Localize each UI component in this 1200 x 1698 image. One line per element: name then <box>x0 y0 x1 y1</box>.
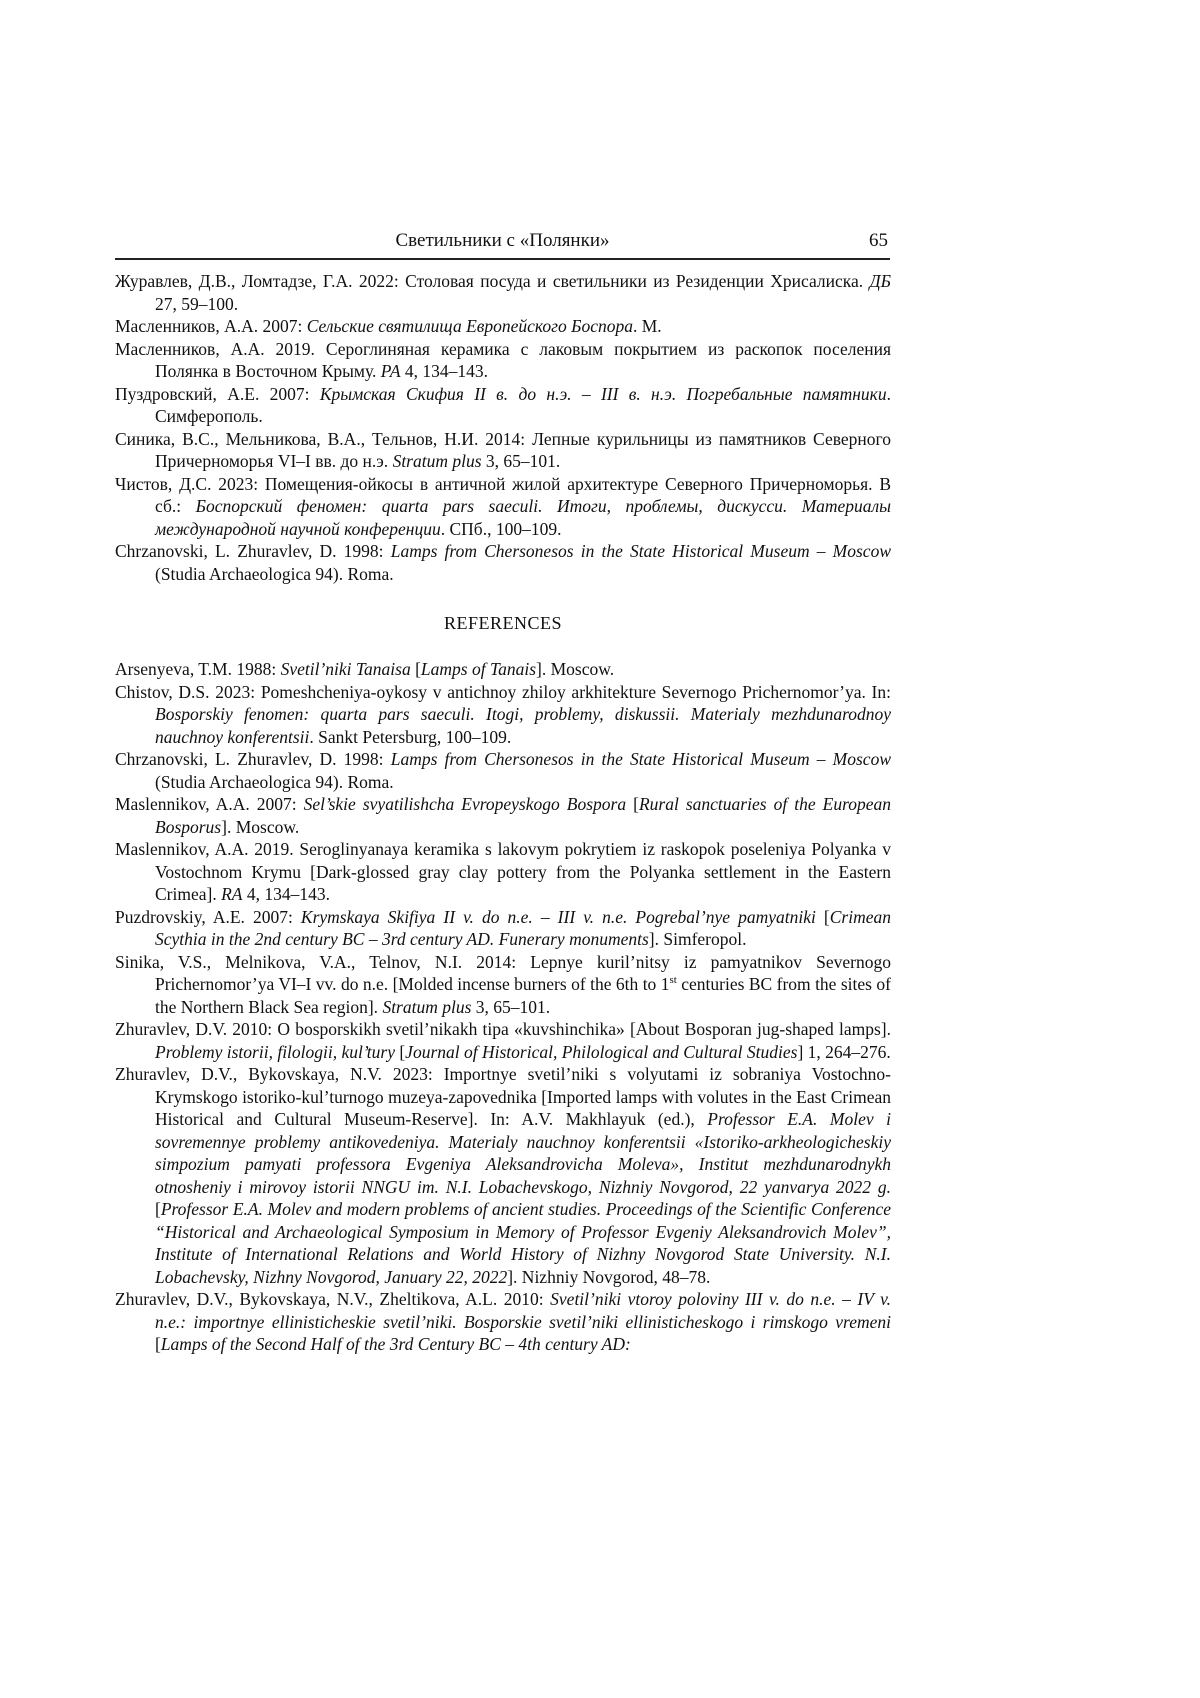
reference-entry <box>115 1018 891 1063</box>
italic-title: Lamps from Chersonesos in the State Historical Museum – Moscow <box>391 541 891 561</box>
reference-text: Maslennikov, A.A. 2019. Seroglinyanaya keramika s lakovym pokrytiem iz raskopok poseleniya Polyanka v Vostochnom Krymu [Dark-glossed gray clay pottery from the Polyanka settlement in the Eastern Crimea]. <box>115 839 891 904</box>
italic-title: Crimean Scythia in the 2nd century BC – 3rd century AD. Funerary monuments <box>155 907 891 950</box>
reference-entry <box>115 1063 891 1288</box>
running-header <box>115 228 890 260</box>
reference-text: Arsenyeva, T.M. 1988: <box>115 659 281 679</box>
reference-entry <box>115 951 891 1019</box>
reference-text: (Studia Archaeologica 94). Roma. <box>155 772 394 792</box>
italic-title: Сельские святилища Европейского Боспора <box>307 316 633 336</box>
italic-title: Lamps from Chersonesos in the State Historical Museum – Moscow <box>391 749 891 769</box>
italic-title: Journal of Historical, Philological and Cultural Studies <box>405 1042 797 1062</box>
reference-entry <box>115 473 891 541</box>
reference-text: ]. Moscow. <box>221 817 299 837</box>
reference-entry <box>115 793 891 838</box>
reference-text: Puzdrovskiy, A.E. 2007: <box>115 907 301 927</box>
reference-text: Sinika, V.S., Melnikova, V.A., Telnov, N.I. 2014: Lepnye kuril’nitsy iz pamyatnikov Severnogo Prichernomor’ya VI–I vv. do n.e. [Molded incense burners of the 6th to 1 <box>115 952 891 995</box>
italic-title: Боспорский феномен: quarta pars saeculi. Итоги, проблемы, дискусси. Материалы международной научной конференции <box>155 496 891 539</box>
italic-title: RA <box>221 884 242 904</box>
reference-text: ]. Nizhniy Novgorod, 48–78. <box>507 1267 710 1287</box>
italic-title: ДБ <box>870 271 891 291</box>
reference-text: Chrzanovski, L. Zhuravlev, D. 1998: <box>115 749 391 769</box>
reference-text: . СПб., 100–109. <box>441 519 562 539</box>
reference-text: Пуздровский, А.Е. 2007: <box>115 384 320 404</box>
reference-entry <box>115 540 891 585</box>
reference-text: Чистов, Д.С. 2023: Помещения-ойкосы в античной жилой архитектуре Северного Причерноморья. В сб.: <box>115 474 891 517</box>
reference-text: Chrzanovski, L. Zhuravlev, D. 1998: <box>115 541 391 561</box>
reference-text: Zhuravlev, D.V., Bykovskaya, N.V. 2023: Importnye svetil’niki s volyutami iz sobraniya Vostochno-Krymskogo istoriko-kul’turnogo muzeya-zapovednika [Imported lamps with volutes in the East Crimean Historical and Cultural Museum-Reserve]. In: A.V. Makhlayuk (ed.), <box>115 1064 891 1129</box>
reference-text: [ <box>626 794 639 814</box>
reference-text: Zhuravlev, D.V. 2010: O bosporskikh svetil’nikakh tipa «kuvshinchika» [About Bosporan jug-shaped lamps]. <box>115 1019 891 1039</box>
running-title: Светильники с «Полянки» <box>115 230 890 252</box>
reference-text: . Sankt Petersburg, 100–109. <box>309 727 511 747</box>
page-number: 65 <box>869 230 888 252</box>
superscript: st <box>669 974 676 986</box>
reference-text: centuries BC from the sites of the Northern Black Sea region]. <box>155 974 891 1017</box>
reference-entry <box>115 906 891 951</box>
reference-text: Масленников, А.А. 2007: <box>115 316 307 336</box>
reference-text: Журавлев, Д.В., Ломтадзе, Г.А. 2022: Столовая посуда и светильники из Резиденции Хрисалиска. <box>115 271 870 291</box>
italic-title: Problemy istorii, filologii, kul’tury <box>155 1042 395 1062</box>
reference-text: Maslennikov, A.A. 2007: <box>115 794 304 814</box>
reference-entry <box>115 428 891 473</box>
italic-title: Stratum plus <box>393 451 482 471</box>
italic-title: Professor E.A. Molev i sovremennye problemy antikovedeniya. Materialy nauchnoy konferentsii «Istoriko-arkheologicheskiy simpozium pamyati professora Evgeniya Aleksandrovicha Moleva», Institut mezhdunarodnykh otnosheniy i mirovoy istorii NNGU im. N.I. Lobachevskogo, Nizhniy Novgorod, 22 yanvarya 2022 g. <box>155 1109 891 1197</box>
reference-text: 4, 134–143. <box>242 884 330 904</box>
italic-title: Svetil’niki vtoroy poloviny III v. do n.e. – IV v. n.e.: importnye ellinisticheskie svetil’niki. Bosporskie svetil’niki ellinisticheskogo i rimskogo vremeni <box>155 1289 891 1332</box>
italic-title: Lamps of Tanais <box>421 659 536 679</box>
references-heading: REFERENCES <box>115 613 891 634</box>
reference-text: 4, 134–143. <box>401 361 489 381</box>
italic-title: Bosporskiy fenomen: quarta pars saeculi. Itogi, problemy, diskussii. Materialy mezhdunarodnoy nauchnoy konferentsii <box>155 704 891 747</box>
reference-text: [ <box>395 1042 405 1062</box>
reference-text: ]. Simferopol. <box>649 929 747 949</box>
reference-text: [ <box>155 1334 161 1354</box>
reference-entry <box>115 681 891 749</box>
reference-text: 27, 59–100. <box>155 294 238 314</box>
reference-text: Chistov, D.S. 2023: Pomeshcheniya-oykosy v antichnoy zhiloy arkhitekture Severnogo Prichernomor’ya. In: <box>115 682 891 702</box>
italic-title: Крымская Скифия II в. до н.э. – III в. н.э. Погребальные памятники <box>320 384 887 404</box>
reference-entry <box>115 270 891 315</box>
reference-text: . Симферополь. <box>155 384 891 427</box>
reference-text: ] 1, 264–276. <box>797 1042 890 1062</box>
italic-title: Sel’skie svyatilishcha Evropeyskogo Bospora <box>304 794 626 814</box>
reference-text: Zhuravlev, D.V., Bykovskaya, N.V., Zheltikova, A.L. 2010: <box>115 1289 550 1309</box>
reference-text: . М. <box>633 316 662 336</box>
italic-title: Lamps of the Second Half of the 3rd Century BC – 4th century AD: <box>161 1334 631 1354</box>
italic-title: Rural sanctuaries of the European Bosporus <box>155 794 891 837</box>
reference-entry <box>115 748 891 793</box>
italic-title: Professor E.A. Molev and modern problems of ancient studies. Proceedings of the Scientific Conference “Historical and Archaeological Symposium in Memory of Professor Evgeniy Aleksandrovich Molev”, Institute of International Relations and World History of Nizhny Novgorod State University. N.I. Lobachevsky, Nizhny Novgorod, January 22, 2022 <box>155 1199 891 1287</box>
italic-title: РА <box>381 361 401 381</box>
reference-text: [ <box>411 659 421 679</box>
reference-entry <box>115 338 891 383</box>
references-list <box>115 658 891 1356</box>
reference-entry <box>115 838 891 906</box>
page <box>0 0 1200 1698</box>
reference-text: ]. Moscow. <box>536 659 614 679</box>
reference-entry <box>115 658 891 681</box>
reference-entry <box>115 1288 891 1356</box>
reference-text: 3, 65–101. <box>471 997 550 1017</box>
reference-entry <box>115 315 891 338</box>
reference-text: Синика, В.С., Мельникова, В.А., Тельнов, Н.И. 2014: Лепные курильницы из памятников Северного Причерноморья VI–I вв. до н.э. <box>115 429 891 472</box>
bibliography-list-russian <box>115 270 891 585</box>
reference-text: (Studia Archaeologica 94). Roma. <box>155 564 394 584</box>
italic-title: Svetil’niki Tanaisa <box>281 659 411 679</box>
reference-entry <box>115 383 891 428</box>
reference-text: [ <box>155 1199 161 1219</box>
italic-title: Krymskaya Skifiya II v. do n.e. – III v. n.e. Pogrebal’nye pamyatniki <box>301 907 816 927</box>
reference-text: Масленников, А.А. 2019. Сероглиняная керамика с лаковым покрытием из раскопок поселения Полянка в Восточном Крыму. <box>115 339 891 382</box>
italic-title: Stratum plus <box>382 997 471 1017</box>
reference-text: 3, 65–101. <box>482 451 561 471</box>
reference-text: [ <box>816 907 830 927</box>
